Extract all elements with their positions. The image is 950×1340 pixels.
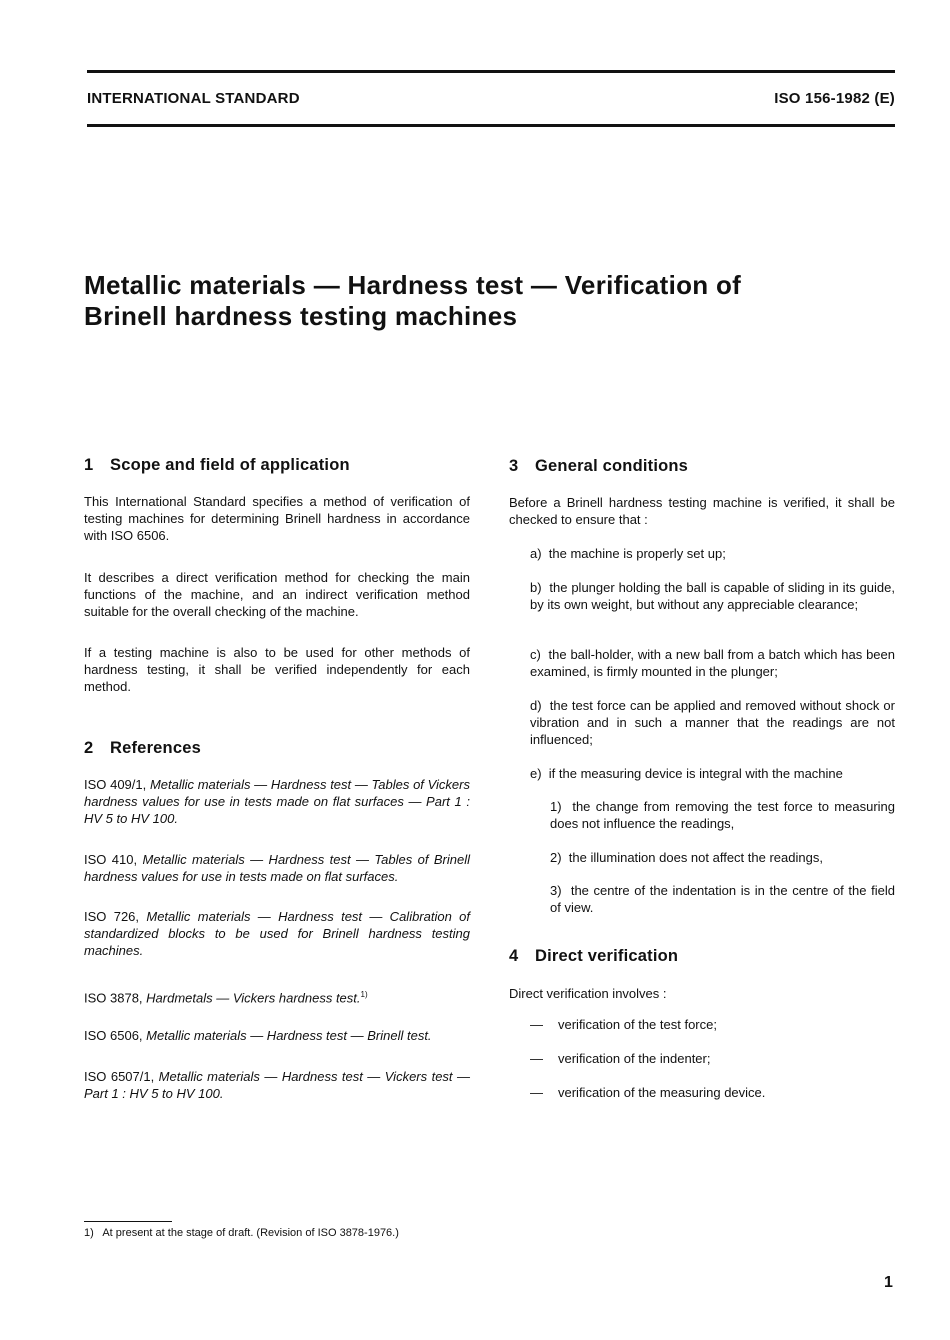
list-text: verification of the measuring device. — [558, 1085, 766, 1100]
list-label: b) — [530, 580, 542, 595]
list-text: the ball-holder, with a new ball from a batch which has been examined, is firmly mounted in the plunger; — [530, 647, 895, 679]
section-2-number: 2 — [84, 739, 94, 757]
section-4-intro: Direct verification involves : — [509, 986, 667, 1001]
reference-title: Metallic materials — Hardness test — Calibration of standardized blocks to be used for Brinell hardness testing machines. — [84, 909, 470, 958]
document-title — [84, 270, 904, 332]
reference-id: ISO 726, — [84, 909, 140, 924]
list-label: c) — [530, 647, 541, 662]
reference-title: Metallic materials — Hardness test — Brinell test. — [146, 1028, 432, 1043]
section-3-number: 3 — [509, 457, 519, 475]
section-1-number: 1 — [84, 456, 94, 474]
section-1-para-2: It describes a direct verification method for checking the main functions of the machine, and an indirect verification method suitable for the overall checking of the machine. — [84, 570, 470, 619]
condition-item-a — [530, 545, 895, 562]
reference-id: ISO 3878, — [84, 990, 143, 1006]
condition-subitem-2 — [550, 849, 895, 866]
verification-list-item — [530, 1085, 765, 1100]
list-label: 1) — [550, 799, 562, 814]
section-1-heading — [84, 456, 350, 475]
dash-bullet: — — [530, 1051, 543, 1066]
condition-subitem-1 — [550, 798, 895, 832]
page-number: 1 — [884, 1274, 893, 1291]
reference-title: Metallic materials — Hardness test — Tables of Vickers hardness values for use in tests made on flat surfaces — Part 1 : HV 5 to HV 100. — [84, 777, 470, 826]
verification-list-item — [530, 1017, 717, 1032]
list-label: 2) — [550, 850, 562, 865]
section-3-intro: Before a Brinell hardness testing machine is verified, it shall be checked to ensure that : — [509, 495, 895, 527]
dash-bullet: — — [530, 1017, 543, 1032]
reference-item — [84, 1027, 470, 1044]
dash-bullet: — — [530, 1085, 543, 1100]
list-label: a) — [530, 546, 542, 561]
section-4-heading — [509, 947, 678, 966]
section-1-para-3: If a testing machine is also to be used for other methods of hardness testing, it shall be verified independently for each method. — [84, 645, 470, 694]
list-text: the centre of the indentation is in the centre of the field of view. — [550, 883, 895, 915]
section-2-heading — [84, 739, 201, 758]
title-line-1: Metallic materials — Hardness test — Verification of — [84, 270, 742, 300]
list-text: the plunger holding the ball is capable of sliding in its guide, by its own weight, but without any appreciable clearance; — [530, 580, 895, 612]
section-1-para-1: This International Standard specifies a method of verification of testing machines for determining Brinell hardness in accordance with ISO 6506. — [84, 494, 470, 543]
condition-item-c — [530, 646, 895, 680]
condition-item-b — [530, 579, 895, 613]
condition-subitem-3 — [550, 882, 895, 916]
header-bottom-rule — [87, 124, 895, 127]
footnote-text: At present at the stage of draft. (Revision of ISO 3878-1976.) — [102, 1227, 399, 1239]
list-text: verification of the test force; — [558, 1017, 717, 1032]
footnote-ref-mark: 1) — [360, 990, 368, 999]
condition-item-e — [530, 765, 895, 782]
list-label: e) — [530, 766, 542, 781]
header-right: ISO 156-1982 (E) — [774, 90, 895, 107]
reference-item — [84, 851, 470, 885]
reference-item — [84, 1068, 470, 1102]
footnote — [84, 1227, 399, 1239]
reference-title: Metallic materials — Hardness test — Tables of Brinell hardness values for use in tests made on flat surfaces. — [84, 852, 470, 884]
footnote-rule — [84, 1221, 172, 1222]
list-label: d) — [530, 698, 542, 713]
list-text: the machine is properly set up; — [548, 546, 726, 561]
section-3-heading — [509, 457, 688, 476]
reference-title: Metallic materials — Hardness test — Vickers test — Part 1 : HV 5 to HV 100. — [84, 1069, 470, 1101]
section-4-title: Direct verification — [535, 947, 679, 965]
reference-item — [84, 986, 470, 1006]
condition-item-d — [530, 697, 895, 748]
reference-id: ISO 409/1, — [84, 777, 147, 792]
reference-id: ISO 6507/1, — [84, 1069, 155, 1084]
header-left: INTERNATIONAL STANDARD — [87, 90, 300, 107]
verification-list-item — [530, 1051, 710, 1066]
list-text: verification of the indenter; — [558, 1051, 711, 1066]
section-4-number: 4 — [509, 947, 519, 965]
reference-title: Hardmetals — Vickers hardness test. — [146, 990, 361, 1006]
title-line-2: Brinell hardness testing machines — [84, 301, 518, 331]
list-text: the illumination does not affect the readings, — [568, 850, 823, 865]
reference-item — [84, 908, 470, 959]
list-text: the test force can be applied and removed without shock or vibration and in such a manner that the readings are not influenced; — [530, 698, 895, 747]
footnote-mark: 1) — [84, 1227, 94, 1239]
list-label: 3) — [550, 883, 562, 898]
reference-id: ISO 410, — [84, 852, 138, 867]
list-text: if the measuring device is integral with the machine — [548, 766, 843, 781]
section-3-title: General conditions — [535, 457, 689, 475]
reference-id: ISO 6506, — [84, 1028, 143, 1043]
header-top-rule — [87, 70, 895, 73]
section-1-title: Scope and field of application — [110, 456, 350, 474]
reference-item — [84, 776, 470, 827]
section-2-title: References — [110, 739, 201, 757]
list-text: the change from removing the test force to measuring does not influence the readings, — [550, 799, 895, 831]
